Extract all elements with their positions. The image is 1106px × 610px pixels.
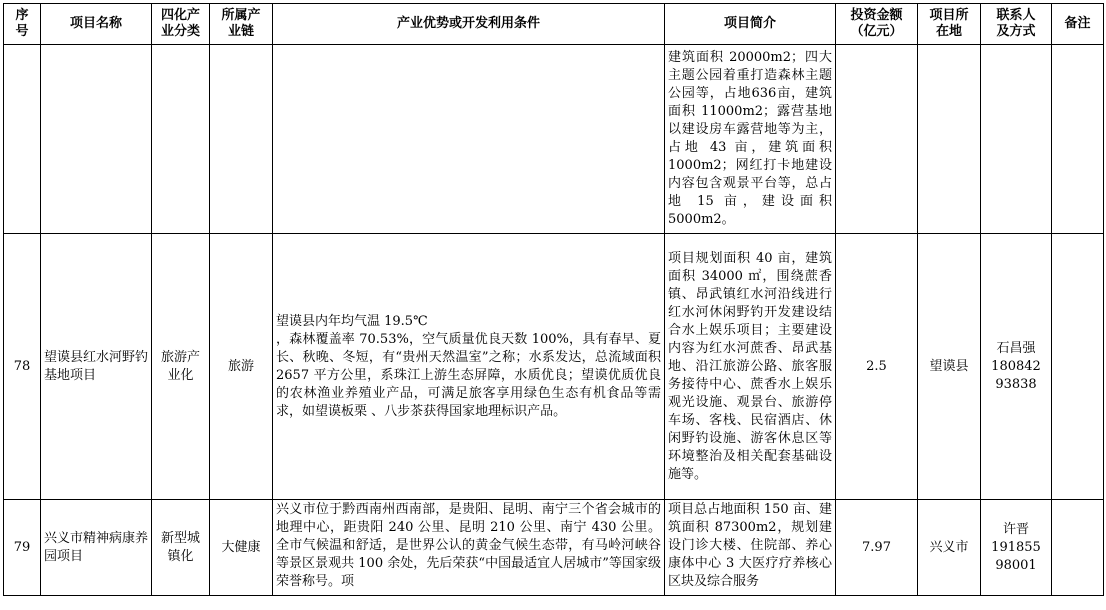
cell-seq bbox=[4, 45, 41, 234]
cell-intro: 项目规划面积 40 亩，建筑面积 34000 ㎡，围绕蔗香镇、昂武镇红水河沿线进行红水河休闲野钓开发建设结合水上娱乐项目；主要建设内容为红水河蔗香、昂武基地、沿江旅游公路、旅客服务接待中心、蔗香水上娱乐观光设施、观景台、旅游停车场、客栈、民宿酒店、休闲野钓设施、游客休息区等环境整治及相关配套基础设施等。 bbox=[665, 234, 836, 500]
table-row bbox=[4, 500, 1104, 596]
cell-chain: 旅游 bbox=[210, 234, 273, 500]
header-intro: 项目简介 bbox=[665, 4, 836, 45]
table-row bbox=[4, 45, 1104, 234]
cell-seq: 78 bbox=[4, 234, 41, 500]
header-name: 项目名称 bbox=[41, 4, 152, 45]
cell-name bbox=[41, 45, 152, 234]
header-category: 四化产 业分类 bbox=[152, 4, 210, 45]
header-remark: 备注 bbox=[1052, 4, 1104, 45]
cell-intro: 建筑面积 20000m2；四大主题公园着重打造森林主题公园等，占地636亩，建筑面积 11000m2；露营基地以建设房车露营地等为主，占地 43 亩，建筑面积 1000m2；网红打卡地建设内容包含观景平台等，总占地 15 亩，建设面积 5000m2。 bbox=[665, 45, 836, 234]
cell-location bbox=[918, 45, 981, 234]
cell-intro: 项目总占地面积 150 亩、建筑面积 87300m2，规划建设门诊大楼、住院部、养心康体中心 3 大医疗疗养核心区块及综合服务 bbox=[665, 500, 836, 596]
cell-location: 兴义市 bbox=[918, 500, 981, 596]
header-seq: 序 号 bbox=[4, 4, 41, 45]
cell-investment: 2.5 bbox=[836, 234, 918, 500]
cell-location: 望谟县 bbox=[918, 234, 981, 500]
header-investment: 投资金额 （亿元） bbox=[836, 4, 918, 45]
header-location: 项目所 在地 bbox=[918, 4, 981, 45]
cell-remark bbox=[1052, 500, 1104, 596]
header-row bbox=[4, 4, 1104, 45]
table-row bbox=[4, 234, 1104, 500]
header-chain: 所属产 业链 bbox=[210, 4, 273, 45]
cell-advantage bbox=[273, 45, 665, 234]
cell-chain: 大健康 bbox=[210, 500, 273, 596]
cell-advantage: 兴义市位于黔西南州西南部，是贵阳、昆明、南宁三个省会城市的地理中心，距贵阳 240 公里、昆明 210 公里、南宁 430 公里。全市气候温和舒适，是世界公认的黄金气候生态带，有马岭河峡谷等景区景观共 100 余处，先后荣获“中国最适宜人居城市”等国家级荣誉称号。项 bbox=[273, 500, 665, 596]
project-table bbox=[3, 3, 1104, 596]
cell-category: 新型城 镇化 bbox=[152, 500, 210, 596]
cell-seq: 79 bbox=[4, 500, 41, 596]
cell-remark bbox=[1052, 234, 1104, 500]
cell-chain bbox=[210, 45, 273, 234]
cell-advantage: 望谟县内年均气温 19.5℃ ，森林覆盖率 70.53%，空气质量优良天数 100%，具有春早、夏长、秋晚、冬短，有“贵州天然温室”之称；水系发达，总流域面积 2657 平方公里，系珠江上游生态屏障，水质优良；望谟优质优良的农林渔业养殖业产品，可满足旅客享用绿色生态有机食品等需求，如望谟板栗 、八步茶获得国家地理标识产品。 bbox=[273, 234, 665, 500]
cell-investment: 7.97 bbox=[836, 500, 918, 596]
cell-contact bbox=[981, 45, 1052, 234]
cell-name: 望谟县红水河野钓基地项目 bbox=[41, 234, 152, 500]
header-advantage: 产业优势或开发利用条件 bbox=[273, 4, 665, 45]
cell-remark bbox=[1052, 45, 1104, 234]
cell-contact: 石昌强 180842 93838 bbox=[981, 234, 1052, 500]
cell-category: 旅游产 业化 bbox=[152, 234, 210, 500]
cell-name: 兴义市精神病康养园项目 bbox=[41, 500, 152, 596]
cell-category bbox=[152, 45, 210, 234]
header-contact: 联系人 及方式 bbox=[981, 4, 1052, 45]
cell-investment bbox=[836, 45, 918, 234]
cell-contact: 许晋 191855 98001 bbox=[981, 500, 1052, 596]
